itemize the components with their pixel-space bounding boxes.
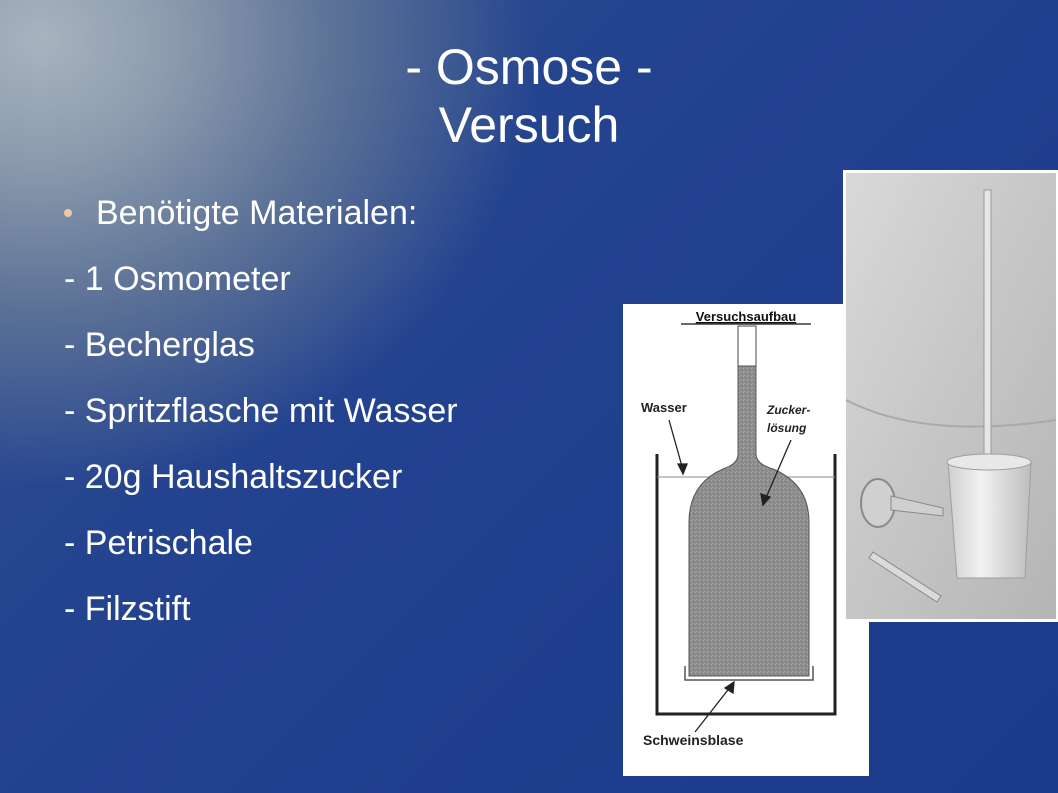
tube-top — [738, 326, 756, 366]
diagram-title: Versuchsaufbau — [695, 309, 797, 324]
photo-cup-rim — [947, 454, 1031, 470]
label-sugar-line1: Zucker- — [767, 403, 811, 417]
setup-diagram-svg — [623, 304, 869, 776]
photo-tube — [984, 190, 991, 470]
setup-photo — [843, 170, 1058, 622]
title-line-2: Versuch — [438, 97, 620, 153]
label-membrane: Schweinsblase — [643, 732, 744, 748]
list-item: - Becherglas — [64, 326, 255, 364]
slide-title — [0, 38, 1058, 154]
title-line-1: - Osmose - — [405, 39, 653, 95]
photo-funnel — [861, 479, 895, 527]
materials-heading — [64, 190, 417, 236]
list-item: - Filzstift — [64, 590, 191, 628]
list-item: - 20g Haushaltszucker — [64, 458, 403, 496]
photo-cup — [948, 462, 1031, 578]
list-item: - 1 Osmometer — [64, 260, 291, 298]
bullet-dot-icon — [64, 209, 72, 217]
materials-list — [64, 256, 458, 652]
materials-heading-text: Benötigte Materialen: — [96, 194, 418, 232]
list-item: - Petrischale — [64, 524, 253, 562]
label-water: Wasser — [641, 400, 687, 415]
setup-photo-svg — [843, 170, 1058, 622]
setup-diagram — [623, 304, 869, 776]
list-item: - Spritzflasche mit Wasser — [64, 392, 458, 430]
label-sugar-line2: lösung — [767, 421, 807, 435]
